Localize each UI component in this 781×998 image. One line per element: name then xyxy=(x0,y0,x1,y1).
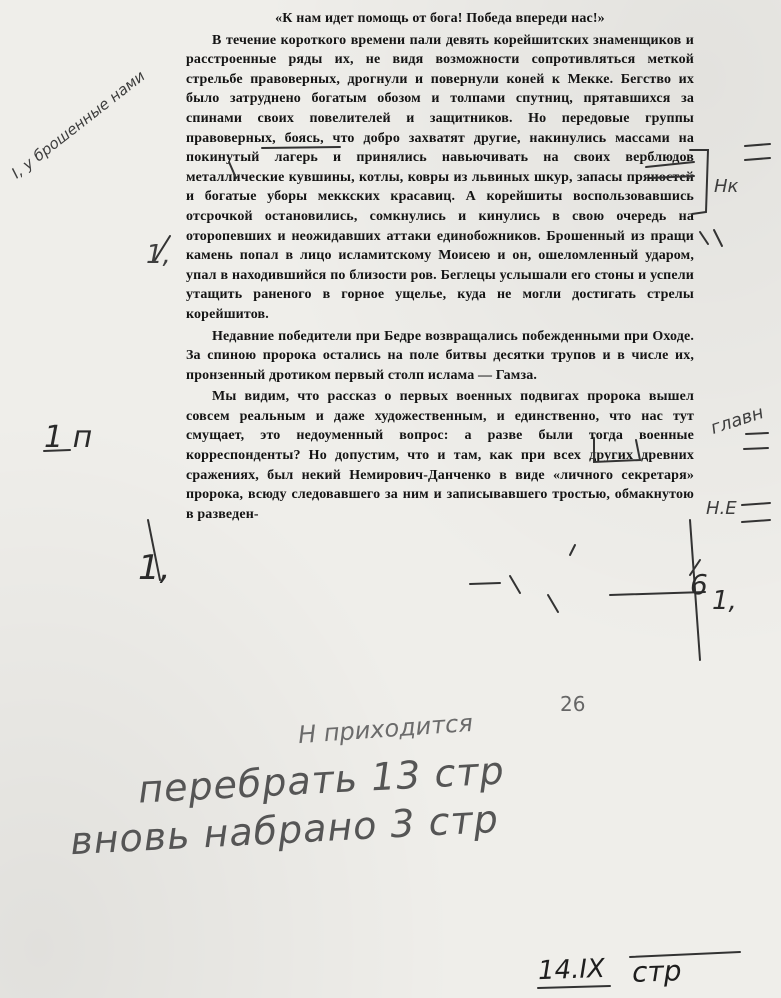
handwritten-page-signature: стр xyxy=(631,954,683,989)
paragraph-3: Мы видим, что рассказ о первых военных подвигах пророка вышел совсем реальным и даже художественным, и единственно, что нас тут смущает, это недоуменный вопрос: а разве были тогда военные корреспонденты? Но допустим, что и там, как при всех других древних сражениях, был некий Немирович-Данченко в виде «личного секретаря» пророка, всюду следовавшего за ним и записывавшего тростью, обмакнутою в разведен- xyxy=(186,389,694,522)
margin-mark-comma: 1, xyxy=(146,240,171,270)
underline-mark xyxy=(470,583,500,584)
margin-note-right-2: главн xyxy=(708,402,767,439)
paragraph-2: Недавние победители при Бедре возвращались побежденными при Оходе. За спиною пророка остались на поле битвы десятки трупов и в числе их, пронзенный дротиком первый столп ислама — Гамза. xyxy=(186,328,694,383)
margin-note-right-3: Н.Е xyxy=(706,498,737,519)
margin-note-left: I, у брошенные нами xyxy=(8,67,149,183)
slash-mark xyxy=(510,576,520,593)
handwritten-date: 14.IX xyxy=(537,953,606,987)
margin-note-right-4: 6 xyxy=(690,568,708,601)
slash-mark xyxy=(570,545,575,555)
margin-bar xyxy=(744,448,768,449)
handwritten-line-2: перебрать 13 стр xyxy=(137,748,506,812)
page-number-mark: 26 xyxy=(560,692,586,716)
underline-mark xyxy=(538,986,610,988)
margin-bar xyxy=(745,144,770,146)
handwritten-line-1: Н приходится xyxy=(297,708,474,750)
margin-stroke xyxy=(700,232,708,244)
margin-bar xyxy=(742,520,770,522)
margin-bar xyxy=(742,503,770,505)
handwritten-line-3: вновь набрано 3 стр xyxy=(69,796,500,864)
margin-mark-comma-2: 1, xyxy=(138,548,171,588)
paragraph-1: В течение короткого времени пали девять корейшитских знаменщиков и расстроенные ряды их, не видя возможности сопротивляться меткой стрельбе правоверных, дрогнули и повернули коней к Мекке. Бегство их было затруднено богатым обозом и толпами спутниц, прятавшихся за спинами своих повелителей и защитников. Но передовые группы правоверных, боясь, что добро захватят другие, накинулись массами на покинутый лагерь и принялись навьючивать на своих верблюдов металлические кувшины, котлы, ковры из львиных шкур, запасы пряностей и богатые уборы меккских красавиц. А корейшиты воспользовавшись отсрочкой остановились, сомкнулись и кинулись в свою очередь на оторопевших и неожидавших аттаки единобожников. Брошенный из пращи камень попал в лицо исламитскому Моисею и он, ошеломленный ударом, упал в находившийся по близости ров. Беглецы услышали его стоны и успели утащить раненого в горное ущелье, куда не могли достигать стрелы корейшитов. xyxy=(186,32,694,322)
margin-stroke xyxy=(714,230,722,246)
margin-note-right-1: Нк xyxy=(714,176,739,197)
margin-mark-paragraph: 1 п xyxy=(44,420,93,455)
printed-text-block xyxy=(186,9,694,524)
quote-line: «К нам идет помощь от бога! Победа впереди нас!» xyxy=(275,11,605,26)
margin-note-right-5: 1, xyxy=(712,586,737,616)
margin-bar xyxy=(745,158,770,160)
margin-bar xyxy=(746,433,768,434)
slash-mark xyxy=(548,595,558,612)
